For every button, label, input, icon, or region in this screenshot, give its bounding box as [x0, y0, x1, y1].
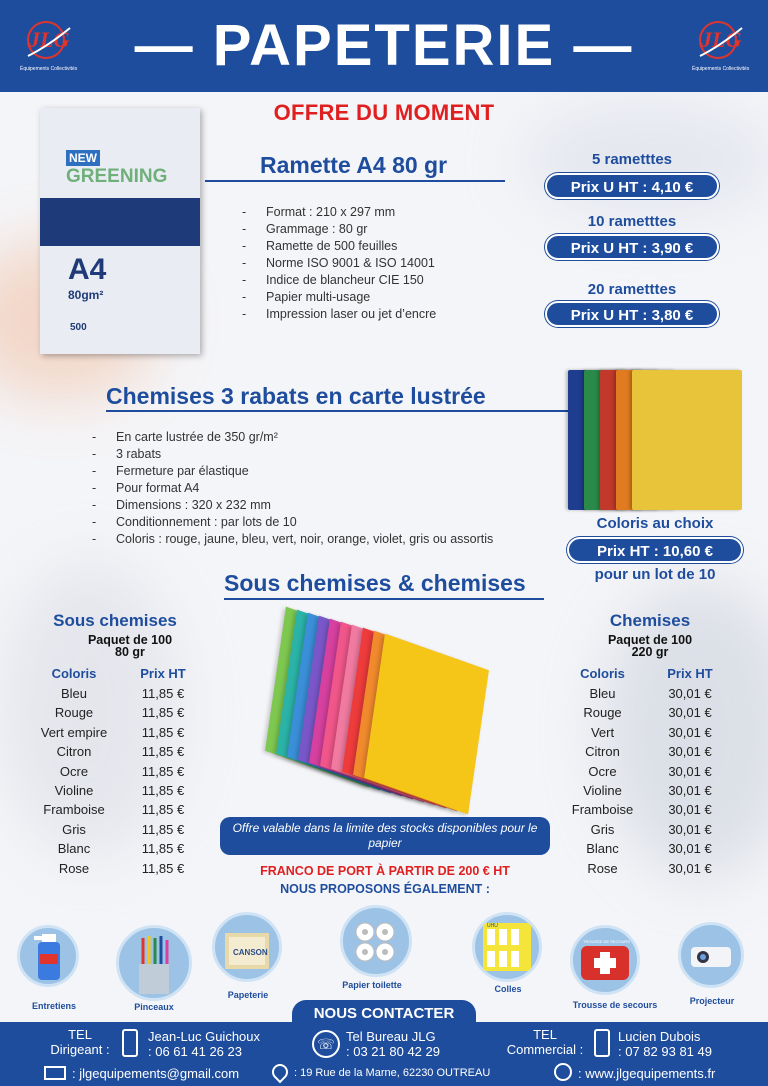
- table-row: [30, 839, 220, 858]
- tel1-label-line2: Dirigeant :: [50, 1042, 110, 1057]
- tel2-label: Tel Bureau JLG: [346, 1029, 436, 1044]
- color-cell: Bleu: [589, 686, 616, 701]
- price-cell: 11,85 €: [141, 705, 185, 721]
- table-row: [30, 762, 220, 781]
- chemises-title: Chemises: [609, 611, 691, 630]
- category-label: Pinceaux: [134, 1002, 174, 1012]
- coloris-label: Coloris au choix: [596, 515, 714, 532]
- tel1-label: [44, 1027, 116, 1057]
- phone-icon: [122, 1029, 138, 1057]
- color-cell: Ocre: [588, 763, 617, 779]
- price-cell: 11,85 €: [141, 782, 185, 798]
- sous-chemises-table: [30, 666, 220, 878]
- email-icon: [44, 1066, 66, 1080]
- category-projecteur[interactable]: [678, 922, 744, 988]
- color-cell: Ocre: [59, 763, 89, 779]
- category-colles[interactable]: [472, 912, 542, 982]
- paintbrush-icon: [119, 928, 189, 998]
- color-cell: Gris: [62, 821, 86, 837]
- category-entretiens[interactable]: [17, 925, 79, 987]
- list-item: - Dimensions : 320 x 232 mm: [92, 497, 562, 514]
- color-cell: Blanc: [586, 841, 619, 857]
- stock-note: Offre valable dans la limite des stocks disponibles pour le papier: [220, 817, 550, 855]
- sous-chemises-pack: [50, 634, 210, 658]
- toilet-paper-icon: [343, 908, 409, 974]
- list-item: - 3 rabats: [92, 446, 562, 463]
- price-cell: 30,01 €: [668, 686, 712, 701]
- tel1-number[interactable]: : 06 61 41 26 23: [148, 1044, 242, 1059]
- price-cell: 11,85 €: [141, 724, 185, 740]
- list-item: - En carte lustrée de 350 gr/m²: [92, 429, 562, 446]
- email-link[interactable]: : jlgequipements@gmail.com: [72, 1066, 240, 1081]
- table-row: [560, 800, 750, 819]
- tel3-label-line2: Commercial :: [506, 1042, 584, 1057]
- column-header: Prix HT: [140, 666, 186, 681]
- table-header: [560, 666, 750, 681]
- table-row: [560, 762, 750, 781]
- sous-section-underline: [224, 598, 544, 600]
- glue-brand-label: UHU: [487, 923, 498, 929]
- chemises3-price-pill: Prix HT : 10,60 €: [567, 537, 743, 563]
- price-cell: 30,01 €: [668, 744, 712, 760]
- column-header: Prix HT: [667, 666, 713, 681]
- price-cell: 11,85 €: [141, 686, 185, 701]
- list-item: - Papier multi-usage: [242, 289, 542, 306]
- table-row: [30, 781, 220, 800]
- table-row: [30, 742, 220, 761]
- contact-heading: NOUS CONTACTER: [292, 1000, 476, 1028]
- list-item: - Pour format A4: [92, 480, 562, 497]
- product-brand-label: CANSON: [233, 948, 268, 957]
- page-title: — PAPETERIE —: [134, 13, 634, 78]
- table-row: [30, 800, 220, 819]
- category-label: Papier toilette: [342, 980, 402, 990]
- table-row: [30, 820, 220, 839]
- sous-chemises-title: Sous chemises: [53, 611, 177, 630]
- color-cell: Rose: [587, 860, 618, 876]
- tel3-label-line1: TEL: [533, 1027, 557, 1042]
- table-row: [560, 781, 750, 800]
- color-cell: Blanc: [57, 841, 91, 857]
- list-item: - Grammage : 80 gr: [242, 221, 542, 238]
- table-row: [560, 859, 750, 878]
- ramette-title-underline: [205, 180, 505, 182]
- list-item: - Coloris : rouge, jaune, bleu, vert, noir, orange, violet, gris ou assortis: [92, 531, 562, 548]
- category-papier-toilette[interactable]: [340, 905, 412, 977]
- price-cell: 30,01 €: [668, 860, 712, 876]
- category-label: Trousse de secours: [572, 1000, 658, 1010]
- table-row: [560, 723, 750, 742]
- price-tier-qty: 10 rametttes: [587, 213, 677, 230]
- table-row: [560, 820, 750, 839]
- list-item: - Norme ISO 9001 & ISO 14001: [242, 255, 542, 272]
- list-item: - Format : 210 x 297 mm: [242, 204, 542, 221]
- price-cell: 11,85 €: [141, 841, 185, 857]
- price-cell: 30,01 €: [668, 802, 712, 818]
- price-cell: 30,01 €: [668, 705, 712, 721]
- svg-text:JLG: JLG: [29, 27, 70, 52]
- category-label: Projecteur: [689, 996, 735, 1006]
- price-cell: 30,01 €: [668, 782, 712, 798]
- color-cell: Rouge: [54, 705, 94, 721]
- ramette-features: [242, 204, 542, 323]
- column-header: Coloris: [51, 666, 97, 681]
- lot-label: pour un lot de 10: [594, 566, 716, 583]
- list-item: - Conditionnement : par lots de 10: [92, 514, 562, 531]
- svg-text:JLG: JLG: [701, 27, 742, 52]
- list-item: - Ramette de 500 feuilles: [242, 238, 542, 255]
- category-pinceaux[interactable]: [116, 925, 192, 1001]
- tel3-number[interactable]: : 07 82 93 81 49: [618, 1044, 712, 1059]
- price-cell: 30,01 €: [668, 821, 712, 837]
- logo-caption: Équipements Collectivités: [20, 66, 78, 72]
- ramette-title: Ramette A4 80 gr: [260, 152, 448, 178]
- tel1-label-line1: TEL: [68, 1027, 92, 1042]
- sous-section-title: Sous chemises & chemises: [224, 570, 526, 596]
- table-row: [30, 723, 220, 742]
- company-logo-left: [20, 16, 76, 76]
- ream-brand-name: GREENING: [66, 166, 168, 187]
- list-item: - Indice de blancheur CIE 150: [242, 272, 542, 289]
- price-tier-pill: Prix U HT : 4,10 €: [545, 173, 719, 199]
- address-text: : 19 Rue de la Marne, 62230 OUTREAU: [294, 1067, 491, 1079]
- first-aid-kit-icon: [573, 928, 637, 992]
- tel3-name: Lucien Dubois: [618, 1029, 701, 1044]
- logo-caption: Équipements Collectivités: [692, 66, 750, 72]
- folders-image: [568, 370, 740, 510]
- pack-line: Paquet de 100: [87, 633, 173, 647]
- price-cell: 30,01 €: [668, 841, 712, 857]
- price-cell: 11,85 €: [141, 802, 185, 818]
- ream-sheets: 500: [70, 322, 87, 333]
- price-tier-pill: Prix U HT : 3,80 €: [545, 301, 719, 327]
- table-row: [560, 742, 750, 761]
- glue-stick-icon: [475, 915, 539, 979]
- pack-line: Paquet de 100: [607, 633, 693, 647]
- chemises-table: [560, 666, 750, 878]
- color-cell: Gris: [590, 821, 615, 837]
- color-cell: Citron: [56, 744, 92, 760]
- ream-weight: 80gm²: [68, 288, 104, 302]
- price-cell: 11,85 €: [141, 744, 185, 760]
- chemises3-title-underline: [106, 410, 570, 412]
- tel2-number[interactable]: : 03 21 80 42 29: [346, 1044, 440, 1059]
- tel2-info: [346, 1029, 440, 1059]
- color-cell: Citron: [585, 744, 620, 760]
- category-label: Papeterie: [227, 990, 269, 1000]
- tel3-info: [618, 1029, 712, 1059]
- chemises3-title: Chemises 3 rabats en carte lustrée: [106, 383, 486, 409]
- spray-bottle-icon: [20, 928, 76, 984]
- price-cell: 11,85 €: [141, 821, 185, 837]
- table-row: [560, 703, 750, 722]
- offer-title: OFFRE DU MOMENT: [273, 100, 495, 125]
- price-tier-pill: Prix U HT : 3,90 €: [545, 234, 719, 260]
- list-item: - Impression laser ou jet d’encre: [242, 306, 542, 323]
- paper-ream-image: [40, 108, 200, 354]
- kit-label: TROUSSE DE SECOURS: [583, 939, 630, 944]
- table-row: [560, 839, 750, 858]
- website-link[interactable]: : www.jlgequipements.fr: [578, 1066, 716, 1081]
- color-cell: Violine: [583, 782, 622, 798]
- color-cell: Violine: [54, 782, 94, 798]
- price-cell: 11,85 €: [141, 763, 185, 779]
- table-row: [30, 703, 220, 722]
- color-cell: Framboise: [43, 802, 105, 818]
- color-cell: Rouge: [583, 705, 622, 721]
- price-cell: 11,85 €: [141, 860, 185, 876]
- category-label: Entretiens: [31, 1001, 76, 1011]
- column-header: Coloris: [580, 666, 625, 681]
- price-cell: 30,01 €: [668, 763, 712, 779]
- franco-line: FRANCO DE PORT À PARTIR DE 200 € HT: [260, 864, 510, 878]
- category-label: Colles: [494, 984, 522, 994]
- pack-line: 220 gr: [631, 645, 669, 659]
- also-line: NOUS PROPOSONS ÉGALEMENT :: [280, 882, 490, 896]
- tel3-label: [500, 1027, 590, 1057]
- price-tier-qty: 5 rametttes: [591, 151, 673, 168]
- color-cell: Vert empire: [40, 724, 108, 740]
- pack-line: 80 gr: [115, 645, 145, 659]
- table-row: [560, 684, 750, 703]
- phone-circle-icon: ☏: [312, 1030, 340, 1058]
- projector-icon: [681, 925, 741, 985]
- color-cell: Rose: [58, 860, 90, 876]
- tel1-info: [148, 1029, 260, 1059]
- category-trousse-secours[interactable]: [570, 925, 640, 995]
- paper-pad-icon: [215, 915, 279, 979]
- price-cell: 30,01 €: [668, 724, 712, 740]
- colored-sheets-image: [255, 612, 505, 792]
- tel1-name: Jean-Luc Guichoux: [148, 1029, 261, 1044]
- ream-format: A4: [68, 253, 107, 286]
- price-tier-qty: 20 rametttes: [587, 281, 677, 298]
- chemises-pack: [570, 634, 730, 658]
- color-cell: Bleu: [60, 686, 88, 701]
- ream-brand-label: NEW: [66, 150, 100, 166]
- company-logo-right: [692, 16, 748, 76]
- phone-icon: [594, 1029, 610, 1057]
- folder-shape: [632, 370, 742, 510]
- table-header: [30, 666, 220, 681]
- list-item: - Fermeture par élastique: [92, 463, 562, 480]
- table-row: [30, 684, 220, 703]
- color-cell: Vert: [590, 724, 615, 740]
- color-cell: Framboise: [571, 802, 634, 818]
- globe-icon: [554, 1063, 572, 1081]
- category-papeterie[interactable]: [212, 912, 282, 982]
- chemises3-features: [92, 429, 562, 548]
